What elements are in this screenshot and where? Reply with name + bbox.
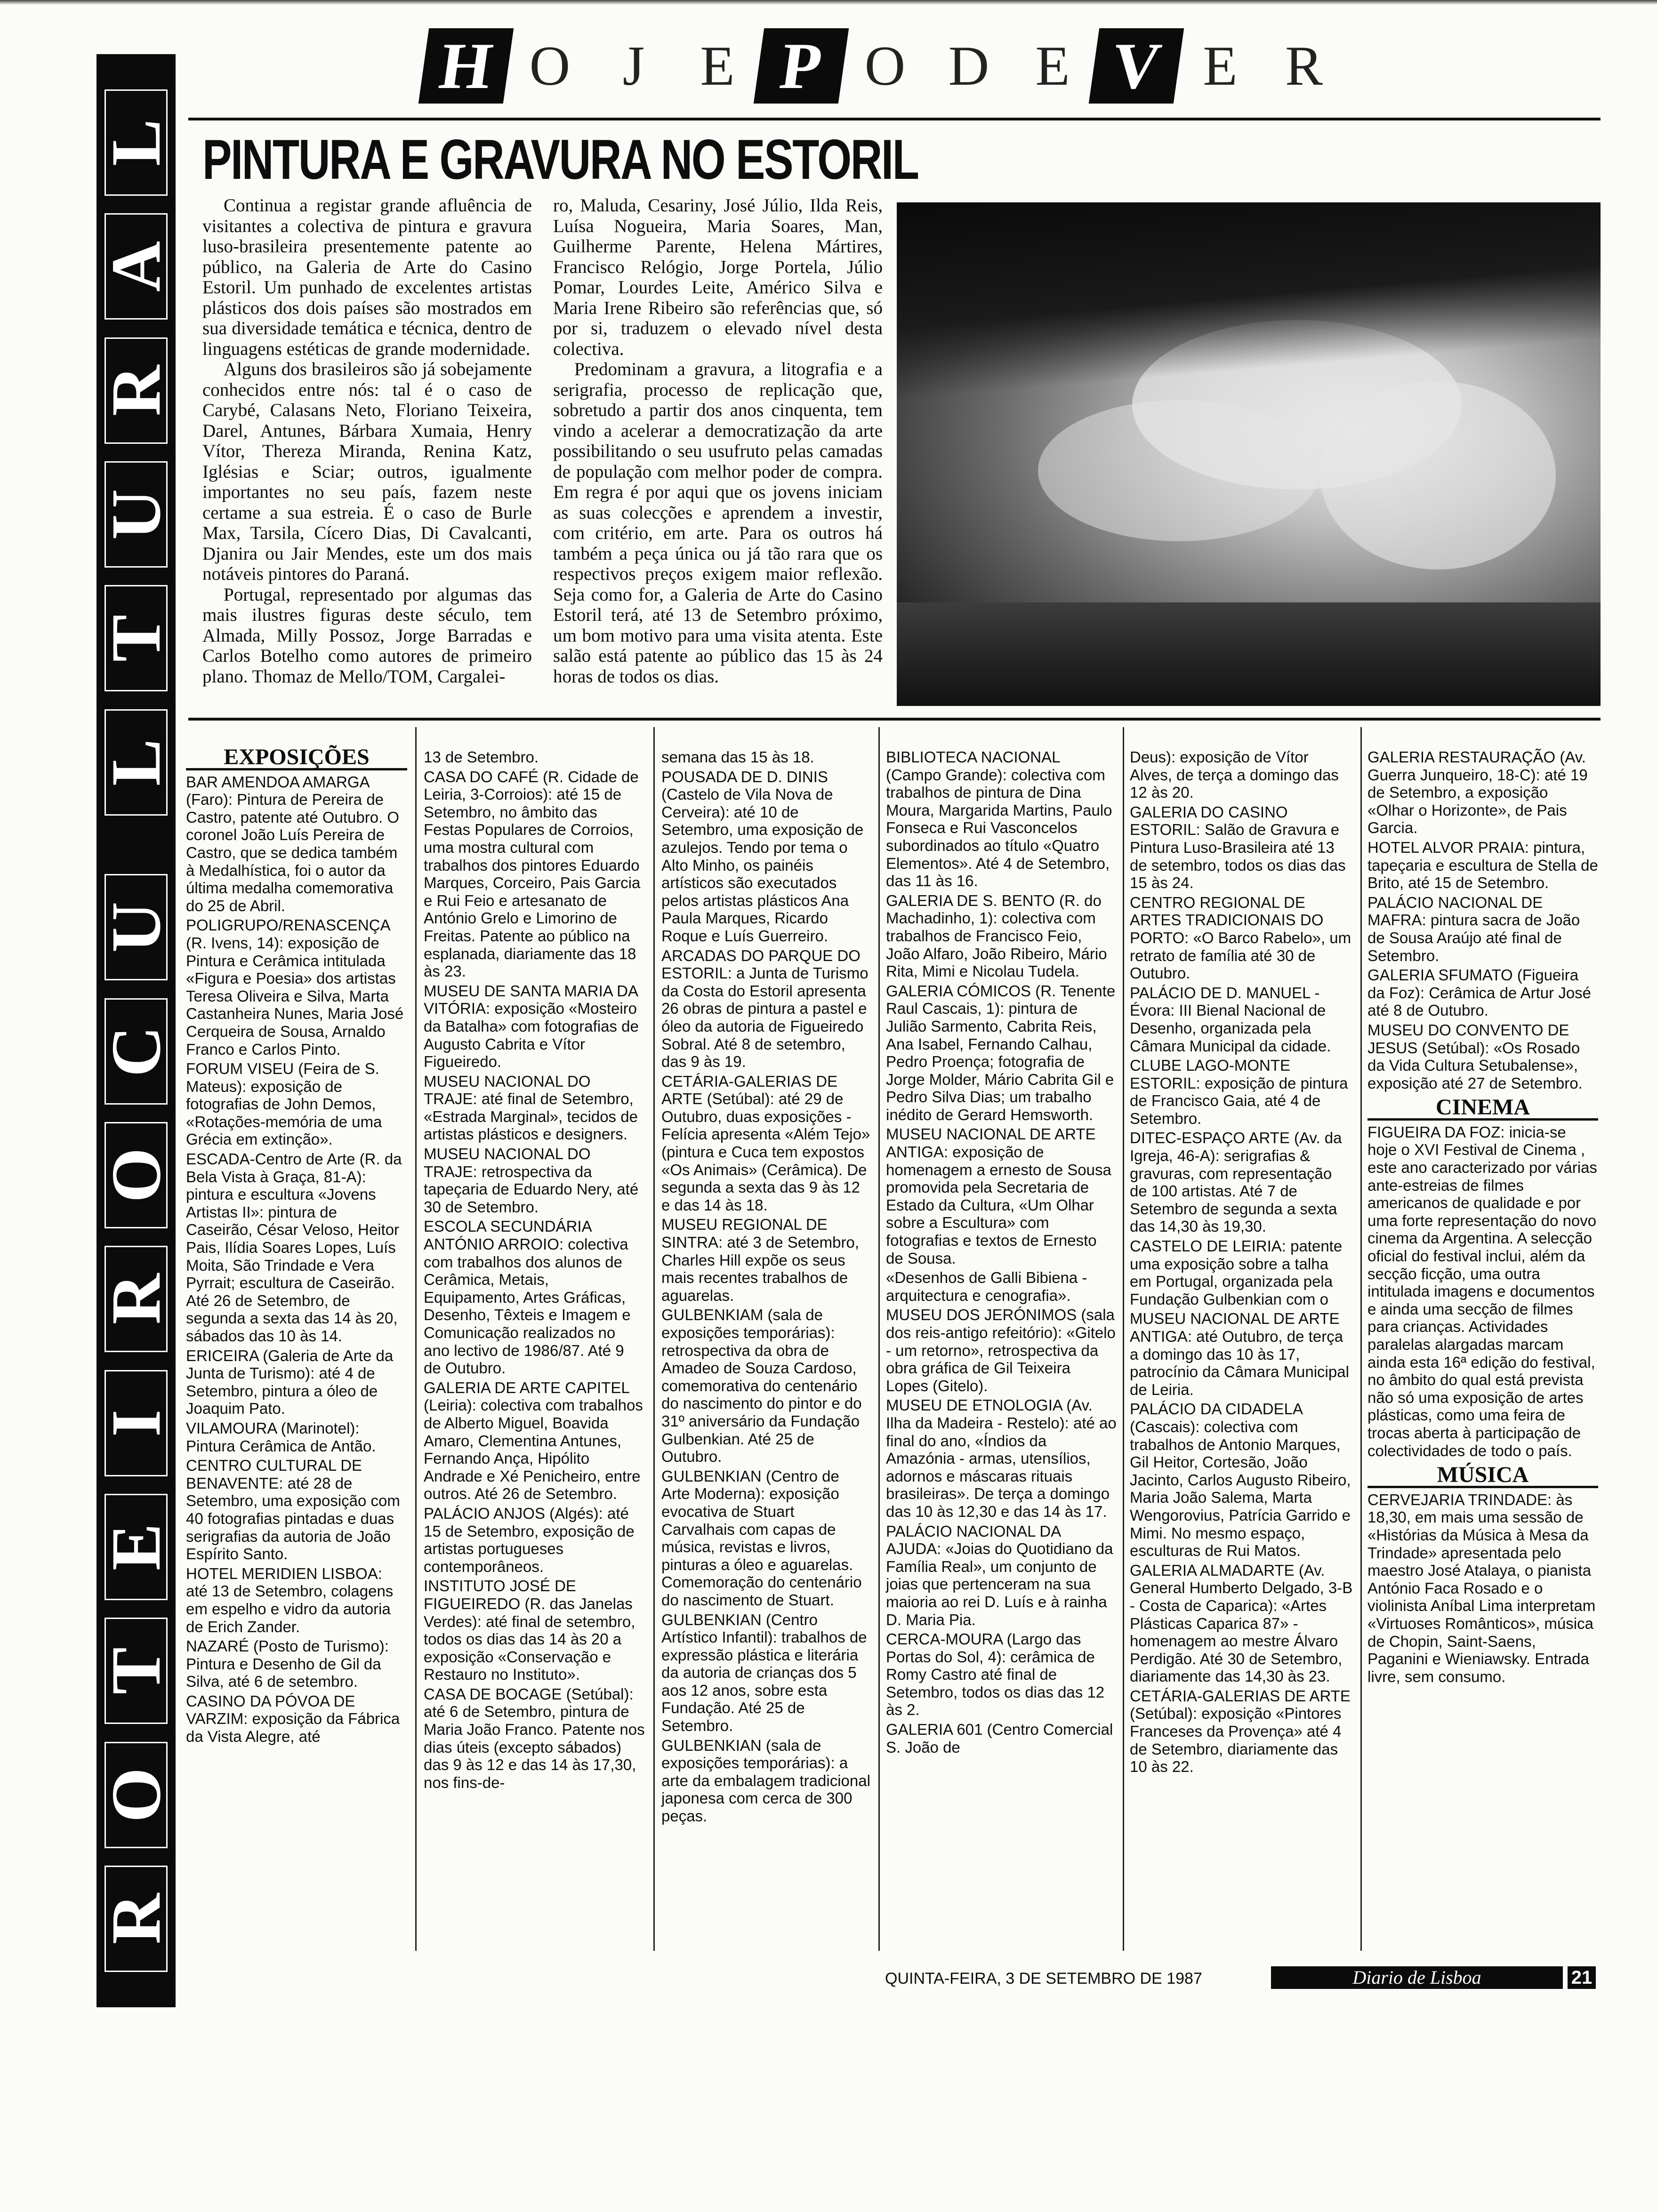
listing-item: GALERIA SFUMATO (Figueira da Foz): Cerâmica de Artur José até 8 de Outubro. (1367, 966, 1592, 1019)
listing-item: HOTEL MERIDIEN LISBOA: até 13 de Setembro, colagens em espelho e vidro da autoria de Erich Zander. (186, 1564, 394, 1635)
header-letter: E (700, 34, 735, 97)
listing-item: PALÁCIO ANJOS (Algés): até 15 de Setembro, exposição de artistas portugueses contemporâneos. (424, 1504, 635, 1575)
listings-column-4 (886, 748, 1117, 1758)
listing-item: ERICEIRA (Galeria de Arte da Junta de Turismo): até 4 de Setembro, pintura a óleo de Joaquim Pato. (186, 1346, 394, 1418)
listing-item: MUSEU DOS JERÓNIMOS (sala dos reis-antigo refeitório): «Gitelo - um retorno», retrospectiva da obra gráfica de Gil Teixeira Lopes (Gitelo). (886, 1306, 1116, 1395)
article-paragraph: Continua a registar grande afluência de visitantes a colectiva de pintura e gravura luso-brasileira presentemente patente ao público, na Galeria de Arte do Casino Estoril. Um punhado de excelentes artistas plásticos dos dois países são mostrados em sua diversidade temática e técnica, dentro de linguagens estéticas de grande modernidade. (202, 195, 532, 359)
listing-item: CERCA-MOURA (Largo das Portas do Sol, 4): cerâmica de Romy Castro até final de Setembro, todos os dias das 12 às 2. (886, 1630, 1105, 1719)
header-rule (188, 118, 1601, 120)
listing-item: Deus): exposição de Vítor Alves, de terça a domingo das 12 às 20. (1130, 748, 1339, 801)
listings-column-6 (1367, 748, 1598, 1687)
article-column-1 (202, 195, 532, 687)
listing-item: GALERIA DE S. BENTO (R. do Machadinho, 1): colectiva com trabalhos de Francisco Feio, João Alfaro, João Ribeiro, Mário Rita, Mimi e Nicolau Tudela. (886, 891, 1107, 980)
column-divider (415, 727, 417, 1951)
section-heading-cinema: CINEMA (1367, 1098, 1598, 1121)
listing-item: GALERIA CÓMICOS (R. Tenente Raul Cascais, 1): pintura de Julião Sarmento, Cabrita Reis, Ana Isabel, Fernando Calhau, Pedro Proença; fotografia de Jorge Molder, Mário Cabrita Gil e Pedro Silva Dias; um trabalho inédito de Gerard Hemsworth. (886, 982, 1116, 1123)
listing-item: MUSEU DE SANTA MARIA DA VITÓRIA: exposição «Mosteiro da Batalha» com fotografias de Augusto Cabrita e Vítor Figueiredo. (424, 982, 639, 1071)
listing-item: GALERIA ALMADARTE (Av. General Humberto Delgado, 3-B - Costa de Caparica): «Artes Plásticas Caparica 87» - homenagem ao mestre Álvaro Perdigão. Até 30 de Setembro, diariamente das 14,30 às 23. (1130, 1561, 1353, 1685)
listing-item: CETÁRIA-GALERIAS DE ARTE (Setúbal): exposição «Pintores Franceses da Provença» até 4 de Setembro, diariamente das 10 às 22. (1130, 1687, 1351, 1776)
sidebar-letter: O (105, 1742, 168, 1848)
sidebar-letter: R (105, 1246, 168, 1352)
listing-item: PALÁCIO NACIONAL DA AJUDA: «Joias do Quotidiano da Família Real», um conjunto de joias que pertenceram na sua maioria ao rei D. Luís e à rainha D. Maria Pia. (886, 1522, 1113, 1628)
listing-item: PALÁCIO DE D. MANUEL - Évora: III Bienal Nacional de Desenho, organizada pela Câmara Municipal da cidade. (1130, 984, 1331, 1055)
sidebar-letter: L (105, 89, 168, 196)
artwork-photo (897, 202, 1601, 706)
sidebar-letter: O (105, 1122, 168, 1228)
header-letter: E (1203, 34, 1238, 97)
article-paragraph: ro, Maluda, Cesariny, José Júlio, Ilda Reis, Luísa Nogueira, Maria Soares, Man, Guilherme Parente, Helena Mártires, Francisco Relógio, Jorge Portela, Júlio Pomar, Lourdes Leite, Américo Silva e Maria Irene Ribeiro são referências que, só por si, traduzem o elevado nível desta colectiva. (553, 195, 883, 359)
listing-item: CASA DO CAFÉ (R. Cidade de Leiria, 3-Corroios): até 15 de Setembro, no âmbito das Festas Populares de Corroios, uma mostra cultural com trabalhos dos pintores Eduardo Marques, Corceiro, Pais Garcia e Rui Feio e artesanato de António Grelo e Limorino de Freitas. Patente ao público na esplanada, diariamente das 18 às 23. (424, 768, 641, 980)
listing-item: GALERIA RESTAURAÇÃO (Av. Guerra Junqueiro, 18-C): até 19 de Setembro, a exposição «Olhar o Horizonte», de Pais Garcia. (1367, 748, 1588, 837)
sidebar-letter: I (105, 1370, 168, 1476)
listing-item: GULBENKIAN (Centro Artístico Infantil): trabalhos de expressão plástica e literária da autoria de crianças dos 5 aos 12 anos, sobre esta Fundação. Até 25 de Setembro. (661, 1611, 867, 1735)
listing-item: PALÁCIO NACIONAL DE MAFRA: pintura sacra de João de Sousa Araújo até final de Setembro. (1367, 893, 1580, 964)
listing-item: CETÁRIA-GALERIAS DE ARTE (Setúbal): até 29 de Outubro, duas exposições - Felícia apresenta «Além Tejo» (pintura e Cuca tem expostos «Os Animais» (Cerâmica). De segunda a sexta das 9 às 12 e das 14 às 18. (661, 1072, 870, 1214)
column-divider (1123, 727, 1124, 1951)
listing-item: CASTELO DE LEIRIA: patente uma exposição sobre a talha em Portugal, organizada pela Fundação Gulbenkian com o (1130, 1237, 1343, 1308)
article-column-2 (553, 195, 883, 687)
listing-item: BIBLIOTECA NACIONAL (Campo Grande): colectiva com trabalhos de pintura de Dina Moura, Margarida Martins, Paulo Fonseca e Rui Vasconcelos subordinados ao título «Quatro Elementos». Até 4 de Setembro, das 11 às 16. (886, 748, 1112, 890)
listing-item: ARCADAS DO PARQUE DO ESTORIL: a Junta de Turismo da Costa do Estoril apresenta 26 obras de pintura a pastel e óleo da autoria de Figueiredo Sobral. Até 8 de setembro, das 9 às 19. (661, 946, 869, 1071)
header-letter: D (948, 34, 989, 97)
listing-item: GALERIA DO CASINO ESTORIL: Salão de Gravura e Pintura Luso-Brasileira até 13 de setembro, todos os dias das 15 às 24. (1130, 803, 1346, 892)
listing-item: GULBENKIAM (sala de exposições temporárias): retrospectiva da obra de Amadeo de Souza Cardoso, comemorativa do centenário do nascimento do pintor e do 31º aniversário da Fundação Gulbenkian. Até 25 de Outubro. (661, 1306, 862, 1466)
section-header-hoje-pode-ver (424, 28, 1365, 122)
listing-item: GALERIA DE ARTE CAPITEL (Leiria): colectiva com trabalhos de Alberto Miguel, Boavida Amaro, Clementina Antunes, Fernando Ança, Hipólito Andrade e Xé Peniche‌iro, entre outros. Até 26 de Setembro. (424, 1378, 643, 1503)
listings-column-2 (424, 748, 645, 1793)
listing-item: CASINO DA PÓVOA DE VARZIM: exposição da Fábrica da Vista Alegre, até (186, 1692, 400, 1746)
listing-item: MUSEU DO CONVENTO DE JESUS (Setúbal): «Os Rosado da Vida Cultura Setubalense», exposição até 27 de Setembro. (1367, 1021, 1583, 1092)
listing-item: CENTRO REGIONAL DE ARTES TRADICIONAIS DO PORTO: «O Barco Rabelo», um retrato de família até 30 de Outubro. (1130, 893, 1351, 982)
listing-item: CENTRO CULTURAL DE BENAVENTE: até 28 de Setembro, uma exposição com 40 fotografias pintadas e duas serigrafias da autoria de João Espírito Santo. (186, 1457, 400, 1563)
listing-item: MUSEU NACIONAL DE ARTE ANTIGA: exposição de homenagem a ernesto de Sousa promovida pela Secretaria de Estado da Cultura, «Um Olhar sobre a Escultura» com fotografias e textos de Ernesto de Sousa. (886, 1125, 1111, 1267)
header-letter: O (529, 34, 571, 97)
listing-item: NAZARÉ (Posto de Turismo): Pintura e Desenho de Gil da Silva, até 6 de setembro. (186, 1637, 389, 1691)
listing-item: ESCADA-Centro de Arte (R. da Bela Vista à Graça, 81-A): pintura e escultura «Jovens Artistas II»: pintura de Caseirão, César Veloso, Heitor Pais, Ilídia Soares Lopes, Luís Moita, São Trindade e Vera Pyrrait; escultura de Caseirão. Até 26 de Setembro, de segunda a sexta das 14 às 20, sábados das 10 às 14. (186, 1150, 402, 1345)
sidebar-letter: T (105, 1618, 168, 1724)
listing-item: INSTITUTO JOSÉ DE FIGUEIREDO (R. das Janelas Verdes): até final de setembro, todos os dias das 14 às 20 a exposição «Conservação e Restauro no Instituto». (424, 1577, 635, 1683)
footer-date: QUINTA-FEIRA, 3 DE SETEMBRO DE 1987 (885, 1970, 1202, 1988)
section-heading-exposicoes: EXPOSIÇÕES (186, 748, 407, 770)
listings-column-5 (1130, 748, 1353, 1778)
article-paragraph: Predominam a gravura, a litografia e a serigrafia, processo de replicação que, sobretudo a partir dos anos cinquenta, tem vindo a acelerar a democratização da arte possibilitando o seu usufruto pelas camadas de população com melhor poder de compra. Em regra é por aqui que os jovens iniciam as suas colecções e aprendem a investir, com critério, em arte. Para os outros há também a peça única ou já tão rara que os respectivos preços exigem maior reflexão. Seja como for, a Galeria de Arte do Casino Estoril terá, até 13 de Setembro próximo, um bom motivo para uma visita atenta. Este salão está patente ao público das 15 às 24 horas de todos os dias. (553, 359, 883, 687)
column-divider (1360, 727, 1362, 1951)
listing-item: 13 de Setembro. (424, 748, 539, 766)
header-letter: O (864, 34, 906, 97)
listing-item: BAR AMENDOA AMARGA (Faro): Pintura de Pereira de Castro, patente até Outubro. O coronel João Luís Pereira de Castro, que se dedica também à Medalhística, foi o autor da última medalha comemorativa do 25 de Abril. (186, 773, 400, 914)
article-paragraph: Portugal, representado por algumas das mais ilustres figuras deste século, tem Almada, Milly Possoz, Jorge Barradas e Carlos Botelho como autores de primeiro plano. Thomaz de Mello/TOM, Cargalei- (202, 584, 532, 687)
listing-item: GALERIA 601 (Centro Comercial S. João de (886, 1721, 1113, 1756)
page-top-edge (0, 0, 1657, 5)
column-divider (653, 727, 655, 1951)
listing-item: MUSEU NACIONAL DO TRAJE: até final de Setembro, «Estrada Marginal», tecidos de artistas plásticos e designers. (424, 1072, 638, 1143)
page-number: 21 (1568, 1966, 1596, 1989)
listing-item: GULBENKIAN (Centro de Arte Moderna): exposição evocativa de Stuart Carvalhais com capas de música, revistas e livros, pinturas a óleo e aguarelas. Comemoração do centenário do nascimento de Stuart. (661, 1467, 862, 1609)
sidebar-letter: C (105, 998, 168, 1105)
listing-item: MUSEU DE ETNOLOGIA (Av. Ilha da Madeira - Restelo): até ao final do ano, «Índios da Amazónia - armas, utensílios, adornos e máscaras rituais brasileiras». De terça a domingo das 10 às 12,30 e das 14 às 17. (886, 1396, 1117, 1520)
listings-column-1 (186, 745, 407, 1747)
listing-item: FIGUEIRA DA FOZ: inicia-se hoje o XVI Festival de Cinema , este ano caracterizado por várias ante-estreias de filmes americanos de qualidade e por uma forte representação do novo cinema da Argentina. A selecção oficial do festival inclui, além da secção ficção, uma outra intitulada imagens e documentos e ainda uma secção de filmes para crianças. Actividades paralelas alargadas marcam ainda esta 16ª edição do festival, no âmbito do qual está prevista não só uma exposição de artes plásticas, como uma feira de trocas aberta à participação de colectividades de todo o país. (1367, 1123, 1597, 1459)
listing-item: DITEC-ESPAÇO ARTE (Av. da Igreja, 46-A): serigrafias & gravuras, com representação de 100 artistas. Até 7 de Setembro de segunda a sexta das 14,30 às 19,30. (1130, 1129, 1342, 1235)
header-letter: H (418, 28, 514, 104)
newspaper-brand: Diario de Lisboa (1271, 1966, 1563, 1989)
listing-item: MUSEU REGIONAL DE SINTRA: até 3 de Setembro, Charles Hill expõe os seus mais recentes trabalhos de aguarelas. (661, 1216, 860, 1304)
sidebar-letter: R (105, 1866, 168, 1972)
header-letter: R (1285, 34, 1323, 97)
header-letter: V (1089, 28, 1184, 104)
article-headline: PINTURA E GRAVURA NO ESTORIL (202, 128, 918, 191)
listing-item: semana das 15 às 18. (661, 748, 814, 766)
article-paragraph: Alguns dos brasileiros são já sobejamente conhecidos entre nós: tal é o caso de Carybé, Calasans Neto, Floriano Teixeira, Darel, Antunes, Bárbara Xumaia, Henry Vítor, Thereza Miranda, Renina Katz, Iglésias e Sciar; outros, igualmente importantes no seu país, fazem neste certame a sua estreia. É o caso de Burle Max, Tarsila, Cícero Dias, Di Cavalcanti, Djanira ou Jair Mendes, este um dos mais notáveis pintores do Paraná. (202, 359, 532, 584)
listing-item: PALÁCIO DA CIDADELA (Cascais): colectiva com trabalhos de Antonio Marques, Gil Heitor, Cortesão, João Jacinto, Carlos Augusto Ribeiro, Maria João Salema, Marta Wengorovius, Patrícia Garrido e Mimi. No mesmo espaço, esculturas de Rui Matos. (1130, 1400, 1351, 1560)
listing-item: MUSEU NACIONAL DE ARTE ANTIGA: até Outubro, de terça a domingo das 10 às 17, patrocínio da Câmara Municipal de Leiria. (1130, 1310, 1349, 1398)
header-letter: E (1035, 34, 1070, 97)
header-letter: J (622, 34, 645, 97)
vertical-section-title (97, 89, 175, 1972)
listing-item: CASA DE BOCAGE (Setúbal): até 6 de Setembro, pintura de Maria João Franco. Patente nos dias úteis (excepto sábados) das 9 às 12 e das 14 às 17,30, nos fins-de- (424, 1685, 645, 1791)
sidebar-letter: R (105, 337, 168, 444)
listing-item: CERVEJARIA TRINDADE: às 18,30, em mais uma sessão de «Histórias da Música à Mesa da Trindade» apresentada pelo maestro José Atalaya, o pianista António Faca Rosado e o violinista Aníbal Lima interpretam «Virtuoses Românticos», música de Chopin, Saint-Saens, Paganini e Wieniawsky. Entrada livre, sem consumo. (1367, 1491, 1596, 1685)
sidebar-roteiro-cultural (97, 54, 176, 2007)
listings-column-3 (661, 748, 871, 1827)
listing-item: MUSEU NACIONAL DO TRAJE: retrospectiva da tapeçaria de Eduardo Nery, até 30 de Setembro. (424, 1145, 639, 1216)
listing-item: POLIGRUPO/RENASCENÇA (R. Ivens, 14): exposição de Pintura e Cerâmica intitulada «Figura e Poesia» dos artistas Teresa Oliveira e Silva, Marta Castanheira Nunes, Maria José Cerqueira de Sousa, Arnaldo Franco e Carlos Pinto. (186, 916, 404, 1058)
sidebar-letter: E (105, 1494, 168, 1600)
listing-item: POUSADA DE D. DINIS (Castelo de Vila Nova de Cerveira): até 10 de Setembro, uma exposição de azulejos. Tendo por tema o Alto Minho, os painéis artísticos são executados pelos artistas plásticos Ana Paula Marques, Ricardo Roque e Luís Guerreiro. (661, 768, 864, 945)
column-divider (878, 727, 880, 1951)
sidebar-letter: U (105, 874, 168, 980)
sidebar-letter: U (105, 461, 168, 568)
sidebar-letter: L (105, 709, 168, 816)
listing-item: FORUM VISEU (Feira de S. Mateus): exposição de fotografias de John Demos, «Rotações-memória de uma Grécia em extinção». (186, 1060, 382, 1148)
listing-item: CLUBE LAGO-MONTE ESTORIL: exposição de pintura de Francisco Gaia, até 4 de Setembro. (1130, 1057, 1348, 1127)
listing-item: «Desenhos de Galli Bibiena - arquitectura e cenografia». (886, 1269, 1087, 1304)
header-letter: P (754, 28, 849, 104)
listings-rule (188, 718, 1601, 721)
listing-item: GULBENKIAN (sala de exposições temporárias): a arte da embalagem tradicional japonesa com cerca de 300 peças. (661, 1736, 870, 1825)
sidebar-letter: A (105, 213, 168, 320)
listing-item: ESCOLA SECUNDÁRIA ANTÓNIO ARROIO: colectiva com trabalhos dos alunos de Cerâmica, Metais, Equipamento, Artes Gráficas, Desenho, Têxteis e Imagem e Comunicação realizados no ano lectivo de 1986/87. Até 9 de Outubro. (424, 1218, 631, 1377)
section-heading-musica: MÚSICA (1367, 1466, 1598, 1488)
sidebar-letter: T (105, 585, 168, 691)
listing-item: HOTEL ALVOR PRAIA: pintura, tapeçaria e escultura de Stella de Brito, até 15 de Setembro. (1367, 838, 1598, 892)
listing-item: VILAMOURA (Marinotel): Pintura Cerâmica de Antão. (186, 1419, 376, 1455)
